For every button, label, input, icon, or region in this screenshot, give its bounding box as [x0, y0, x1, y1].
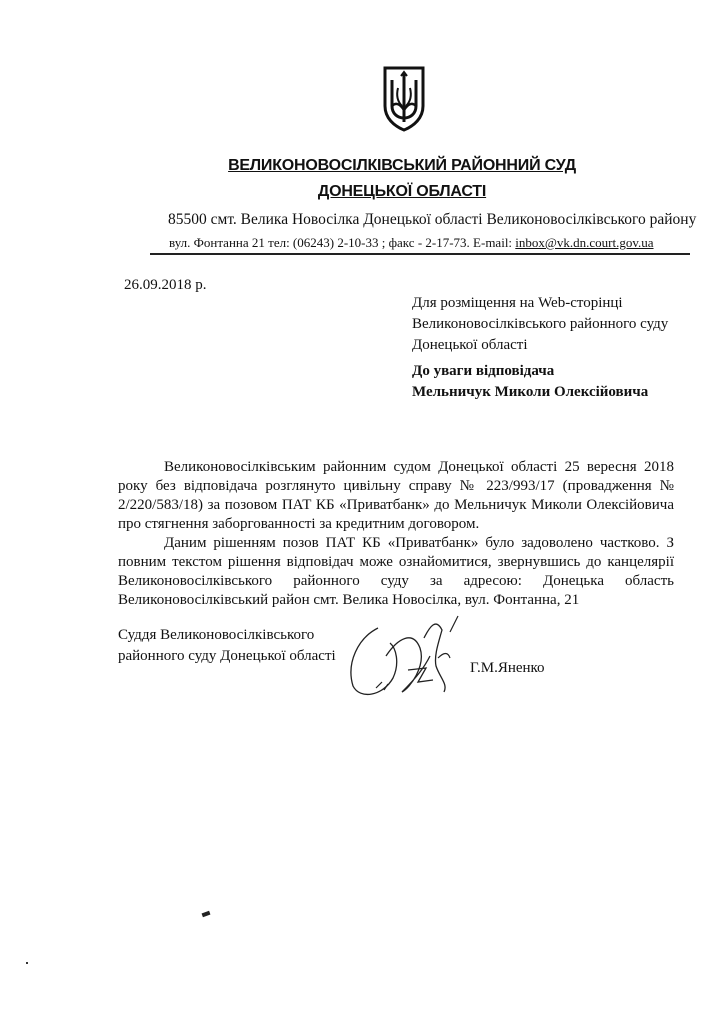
attention-line2: Мельничук Миколи Олексійовича: [412, 384, 649, 400]
addressee-line1: Для розміщення на Web-сторінці: [412, 295, 623, 311]
document-date: 26.09.2018 р.: [124, 277, 207, 293]
scan-mark: [202, 911, 211, 917]
handwritten-signature: [338, 608, 478, 708]
court-address: 85500 смт. Велика Новосілка Донецької області Великоновосілківського району: [168, 211, 697, 228]
addressee-block: [412, 293, 668, 356]
attention-block: [412, 361, 648, 403]
judge-title-line2: районного суду Донецької області: [118, 648, 336, 664]
body-text: [118, 458, 674, 610]
body-paragraph-2: Даним рішенням позов ПАТ КБ «Приватбанк» було задоволено частково. З повним текстом рішення відповідач може ознайомитися, звернувшись до канцелярії Великоновосілківського районного суду за адресою: Донецька область Великоновосілківський район смт. Велика Новосілка, вул. Фонтанна, 21: [118, 535, 674, 608]
judge-title-line1: Суддя Великоновосілківського: [118, 627, 315, 643]
coat-of-arms-emblem: [382, 66, 426, 132]
header-rule: [150, 253, 690, 255]
attention-line1: До уваги відповідача: [412, 363, 555, 379]
addressee-line2: Великоновосілківського районного суду: [412, 316, 669, 332]
court-name-line1: ВЕЛИКОНОВОСІЛКІВСЬКИЙ РАЙОННИЙ СУД: [228, 157, 576, 174]
judge-name: Г.М.Яненко: [470, 660, 545, 676]
scan-speck: [26, 962, 28, 964]
body-paragraph-1: Великоновосілківським районним судом Донецької області 25 вересня 2018 року без відповідача розглянуто цивільну справу № 223/993/17 (провадження № 2/220/583/18) за позовом ПАТ КБ «Приватбанк» до Мельничук Миколи Олексійовича про стягнення заборгованності за кредитним договором.: [118, 459, 674, 532]
email-link[interactable]: inbox@vk.dn.court.gov.ua: [515, 235, 654, 250]
addressee-line3: Донецької області: [412, 337, 528, 353]
contacts-text: вул. Фонтанна 21 тел: (06243) 2-10-33 ; факс - 2-17-73. E-mail:: [169, 235, 516, 250]
judge-title: [118, 625, 336, 667]
court-name-line2: ДОНЕЦЬКОЇ ОБЛАСТІ: [317, 183, 487, 200]
court-contacts: [169, 235, 689, 251]
